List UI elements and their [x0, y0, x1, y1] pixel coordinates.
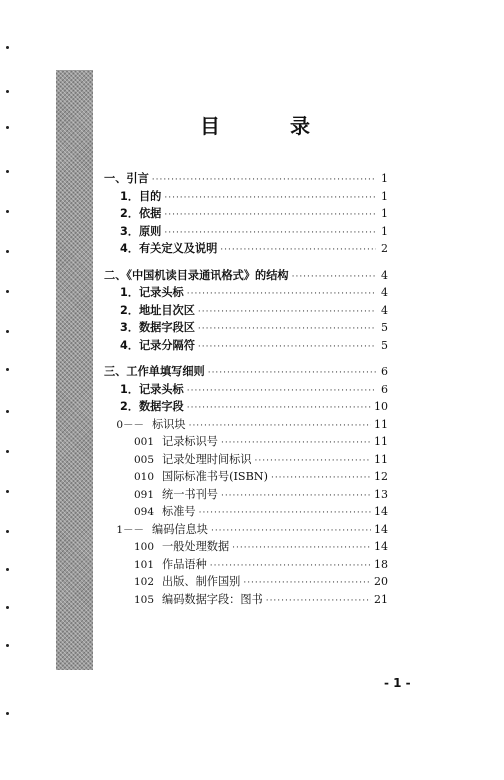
toc-label: 出版、制作国别 — [162, 575, 241, 588]
toc-entry — [104, 363, 388, 381]
toc-label: 1．目的 — [120, 189, 162, 203]
toc-entry — [104, 337, 388, 355]
toc-label: 记录处理时间标识 — [162, 452, 252, 466]
toc-page: 1 — [381, 189, 388, 203]
toc-label: 标识块 — [152, 417, 186, 431]
toc-page: 1 — [381, 207, 388, 220]
toc-entry — [104, 188, 388, 206]
toc-label: 编码信息块 — [152, 522, 208, 536]
toc-entry — [104, 573, 388, 591]
toc-entry — [104, 556, 388, 574]
toc-entry — [104, 486, 388, 504]
title-char-2: 录 — [290, 114, 310, 138]
field-code: 0－－ — [116, 418, 144, 431]
toc-label: 标准号 — [162, 505, 196, 518]
toc-page: 4 — [381, 286, 388, 299]
toc-label: 2．地址目次区 — [120, 303, 195, 317]
toc-entry — [104, 521, 388, 539]
toc-entry — [104, 284, 388, 302]
toc-label: 1．记录头标 — [120, 286, 184, 299]
toc-page: 12 — [374, 470, 388, 483]
field-code: 100 — [133, 541, 154, 553]
toc-page: 10 — [374, 400, 388, 413]
leader-dots — [220, 242, 376, 260]
toc-entry — [104, 468, 388, 486]
toc-label: 3．数据字段区 — [120, 321, 195, 334]
toc-page: 4 — [381, 303, 388, 317]
toc-page: 5 — [381, 321, 388, 334]
field-code: 102 — [133, 576, 154, 588]
toc-label: 4．记录分隔符 — [120, 338, 195, 352]
toc-page: 1 — [381, 224, 388, 238]
toc-label: 国际标准书号(ISBN) — [162, 470, 268, 483]
field-code: 1－－ — [116, 523, 144, 536]
toc-page: 5 — [381, 338, 388, 352]
toc-page: 20 — [374, 575, 388, 588]
toc-page: 21 — [374, 592, 388, 606]
toc-page: 14 — [374, 522, 388, 536]
toc-entry — [104, 205, 388, 223]
toc-page: 6 — [381, 382, 388, 396]
field-code: 005 — [133, 453, 154, 466]
toc-page: 6 — [381, 365, 388, 378]
field-code: 105 — [133, 593, 154, 606]
toc-label: 一般处理数据 — [162, 540, 230, 553]
binding-spine-shadow — [56, 70, 93, 670]
toc-page: 11 — [374, 435, 388, 448]
field-code: 001 — [133, 436, 154, 448]
toc-page: 14 — [374, 540, 388, 553]
toc-label: 一、引言 — [104, 172, 149, 185]
toc-page: 13 — [374, 487, 388, 501]
toc-entry — [104, 381, 388, 399]
table-of-contents — [104, 170, 388, 608]
toc-page: 2 — [381, 242, 388, 255]
toc-entry — [104, 416, 388, 434]
toc-page: 18 — [374, 557, 388, 571]
field-code: 010 — [133, 471, 154, 483]
toc-entry — [104, 170, 388, 188]
toc-entry — [104, 591, 388, 609]
toc-entry — [104, 319, 388, 337]
page-title — [200, 110, 310, 139]
toc-label: 统一书刊号 — [162, 487, 218, 501]
toc-label: 作品语种 — [162, 557, 207, 571]
toc-page: 11 — [374, 452, 388, 466]
toc-page: 11 — [374, 417, 388, 431]
title-char-1: 目 — [200, 114, 220, 138]
toc-entry — [104, 398, 388, 416]
leader-dots — [198, 339, 376, 357]
toc-label: 4．有关定义及说明 — [120, 242, 218, 255]
toc-label: 1．记录头标 — [120, 382, 184, 396]
toc-label: 编码数据字段：图书 — [162, 592, 263, 606]
field-code: 094 — [133, 506, 154, 518]
leader-dots — [266, 593, 371, 611]
toc-page: 4 — [381, 268, 388, 282]
page-number: - 1 - — [384, 676, 411, 690]
toc-entry — [104, 433, 388, 451]
field-code: 091 — [133, 488, 154, 501]
toc-entry — [104, 503, 388, 521]
toc-entry — [104, 302, 388, 320]
toc-label: 记录标识号 — [162, 435, 218, 448]
field-code: 101 — [133, 558, 154, 571]
toc-label: 三、工作单填写细则 — [104, 365, 205, 378]
binding-hole-marks — [0, 0, 20, 780]
toc-entry — [104, 240, 388, 258]
toc-label: 3．原则 — [120, 224, 162, 238]
toc-label: 2．数据字段 — [120, 400, 184, 413]
toc-page: 14 — [374, 505, 388, 518]
toc-entry — [104, 223, 388, 241]
toc-entry — [104, 267, 388, 285]
toc-label: 二、《中国机读目录通讯格式》的结构 — [104, 268, 289, 282]
toc-label: 2．依据 — [120, 207, 162, 220]
toc-entry — [104, 451, 388, 469]
toc-entry — [104, 538, 388, 556]
toc-page: 1 — [381, 172, 388, 185]
